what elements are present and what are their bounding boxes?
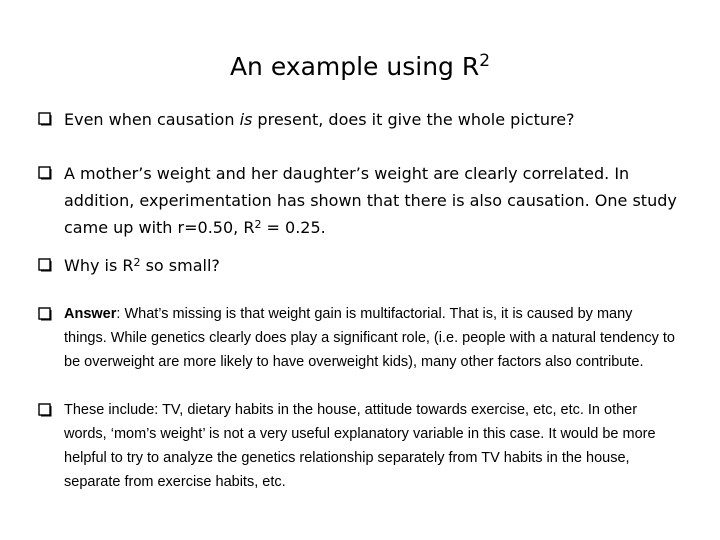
checkbox-icon xyxy=(38,112,52,126)
checkbox-icon xyxy=(38,258,52,272)
checkbox-icon xyxy=(38,403,52,417)
checkbox-icon xyxy=(38,166,52,180)
bullet-item-1 xyxy=(38,106,678,133)
bullet-2-text-b: = 0.25. xyxy=(261,218,326,237)
bullet-text-3 xyxy=(64,252,678,279)
bullet-1-emphasis: is xyxy=(239,110,253,129)
bullet-2-text-a: A mother’s weight and her daughter’s weight are clearly correlated. In addition, experimentation has shown that there is also causation. One study came up with r=0.50, R xyxy=(64,164,677,237)
bullet-3-text-a: Why is R xyxy=(64,256,134,275)
bullet-text-1 xyxy=(64,106,678,133)
bullet-item-5 xyxy=(38,398,678,494)
slide-title-superscript: 2 xyxy=(479,51,491,71)
bullet-3-text-b: so small? xyxy=(140,256,220,275)
slide-title xyxy=(0,50,720,84)
slide-title-text: An example using R xyxy=(229,52,480,81)
bullet-text-4 xyxy=(64,302,678,374)
bullet-5-text: These include: TV, dietary habits in the house, attitude towards exercise, etc, etc. In other words, ‘mom’s weight’ is not a very useful explanatory variable in this case. It would be more helpful to try to analyze the genetics relationship separately from TV habits in the house, separate from exercise habits, etc. xyxy=(64,402,656,490)
bullet-text-2 xyxy=(64,160,678,241)
bullet-item-3 xyxy=(38,252,678,279)
bullet-1-text-b: present, does it give the whole picture? xyxy=(252,110,575,129)
bullet-4-text: : What’s missing is that weight gain is multifactorial. That is, it is caused by many things. While genetics clearly does play a significant role, (i.e. people with a natural tendency to be overweight are more likely to have overweight kids), many other factors also contribute. xyxy=(64,306,675,370)
bullet-item-4 xyxy=(38,302,678,374)
bullet-1-text-a: Even when causation xyxy=(64,110,240,129)
bullet-item-2 xyxy=(38,160,678,241)
answer-label: Answer xyxy=(64,306,117,322)
bullet-2-superscript: 2 xyxy=(254,218,262,231)
checkbox-icon xyxy=(38,307,52,321)
bullet-text-5 xyxy=(64,398,678,494)
bullet-3-superscript: 2 xyxy=(133,256,141,269)
